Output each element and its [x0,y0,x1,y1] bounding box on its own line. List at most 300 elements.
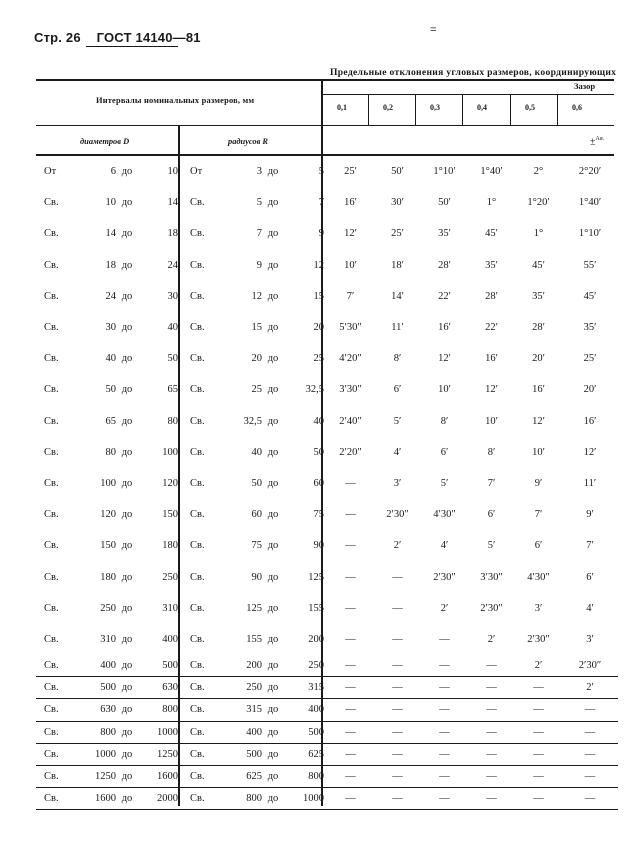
tolerance-value: 3′30″ [339,384,362,396]
diameter-header: диаметров D [80,137,130,146]
tolerance-value: — [345,602,356,614]
tolerance-value: 14′ [391,290,404,302]
radius-prefix: Св. [190,290,205,302]
radius-to: 15 [313,290,324,302]
radius-prefix: Св. [190,771,205,783]
diameter-to: 50 [167,353,178,365]
radius-prefix: Св. [190,633,205,645]
radius-from: 800 [246,793,262,805]
radius-to-word: до [267,793,279,805]
diameter-from: 180 [100,571,116,583]
radius-prefix: Св. [190,602,205,614]
radius-to: 60 [313,477,324,489]
diameter-from: 150 [100,540,116,552]
diameter-from: 30 [105,322,116,334]
tolerance-value: 8′ [440,415,449,427]
diameter-to-word: до [121,660,133,672]
radius-prefix: Св. [190,748,205,760]
diameter-to: 310 [162,602,178,614]
tolerance-value: 11′ [583,477,597,489]
diameter-to-word: до [121,384,133,396]
gap-col-3: 0,3 [430,103,440,112]
radius-to: 25 [313,353,324,365]
radius-prefix: Св. [190,726,205,738]
diameter-from: 40 [105,353,116,365]
radius-from: 200 [246,660,262,672]
tolerance-value: 45′ [583,290,597,302]
radius-from: 40 [251,446,262,458]
page-header [34,30,201,45]
radius-from: 60 [251,509,262,521]
gap-divider-3 [462,94,463,125]
tolerance-value: — [486,660,497,672]
intervals-header: Интервалы номинальных размеров, мм [96,96,255,105]
radius-prefix: Св. [190,259,205,271]
tolerance-value: — [439,771,450,783]
radius-to-word: до [267,726,279,738]
diameter-from: 800 [100,726,116,738]
diameter-to-word: до [121,571,133,583]
tolerance-value: — [439,726,450,738]
tolerance-value: — [392,602,403,614]
diameter-prefix: Св. [44,322,59,334]
diameter-to: 500 [162,660,178,672]
diameter-to-word: до [121,771,133,783]
radius-from: 20 [251,353,262,365]
radius-to: 20 [313,322,324,334]
tolerance-table [36,156,618,810]
tolerance-value: 16′ [344,197,357,209]
radius-to-word: до [267,166,279,178]
diameter-to: 150 [162,509,178,521]
gap-rule [322,94,614,95]
radius-prefix: Св. [190,509,205,521]
diameter-to: 10 [167,166,178,178]
tolerance-value: — [584,793,596,805]
tolerance-value: 2′30″ [527,633,550,645]
diameter-to: 1600 [157,771,178,783]
radius-to-word: до [267,415,279,427]
tolerance-value: 2′ [487,633,496,645]
radius-from: 25 [251,384,262,396]
diameter-to-word: до [121,540,133,552]
radius-to: 125 [308,571,324,583]
diameter-to-word: до [121,446,133,458]
radius-from: 625 [246,771,262,783]
diameter-to: 400 [162,633,178,645]
diameter-prefix: Св. [44,633,59,645]
tolerance-value: 8′ [393,353,402,365]
radius-to-word: до [267,602,279,614]
diameter-prefix: Св. [44,726,59,738]
tolerance-value: — [486,682,497,694]
tolerance-value: — [584,748,596,760]
radius-from: 500 [246,748,262,760]
radius-from: 400 [246,726,262,738]
radius-to: 12 [313,259,324,271]
radius-prefix: Св. [190,682,205,694]
diameter-from: 100 [100,477,116,489]
table-row [36,499,618,530]
radius-prefix: Св. [190,540,205,552]
radius-to-word: до [267,704,279,716]
tolerance-value: — [345,571,356,583]
tolerance-value: 35′ [485,259,498,271]
tolerance-value: — [584,771,596,783]
table-row [36,281,618,312]
tolerance-value: — [345,509,356,521]
tolerance-value: 2′30″ [578,660,602,672]
tolerance-value: 1°40′ [578,197,602,209]
diameter-to: 180 [162,540,178,552]
diameter-prefix: Св. [44,477,59,489]
radius-to: 155 [308,602,324,614]
tolerance-value: 12′ [583,446,597,458]
radius-to-word: до [267,290,279,302]
radius-to: 400 [308,704,324,716]
tolerance-value: — [439,633,450,645]
table-row [36,156,618,187]
radius-to-word: до [267,384,279,396]
tolerance-value: 2′ [586,682,594,694]
diameter-to-word: до [121,633,133,645]
radius-from: 315 [246,704,262,716]
diameter-to-word: до [121,748,133,760]
radius-prefix: От [190,166,203,178]
standard-code: ГОСТ 14140—81 [96,30,201,45]
tolerance-value: 6′ [487,509,496,521]
tolerance-value: 2′20″ [339,446,362,458]
table-row [36,343,618,374]
tolerance-value: 5′30″ [339,322,362,334]
radius-from: 3 [256,166,262,178]
tolerance-value: — [345,682,356,694]
diameter-from: 14 [105,228,116,240]
gap-divider-4 [510,94,511,125]
tolerance-value: 18′ [391,259,404,271]
radius-from: 12 [251,290,262,302]
diameter-prefix: Св. [44,228,59,240]
header-mid-rule [36,125,614,126]
diameter-to-word: до [121,477,133,489]
diameter-from: 250 [100,602,116,614]
diameter-prefix: Св. [44,602,59,614]
table-body [36,156,618,810]
header-underline [86,46,178,47]
diameter-prefix: От [44,166,57,178]
tolerance-value: 2°20′ [578,166,602,178]
diameter-to-word: до [121,602,133,614]
diameter-to: 30 [167,290,178,302]
tolerance-value: 2′ [534,660,543,672]
table-row [36,218,618,249]
diameter-to: 100 [162,446,178,458]
diameter-from: 630 [100,704,116,716]
tolerance-value: 22′ [485,322,498,334]
tolerance-value: 2′30″ [433,571,456,583]
tolerance-value: — [392,748,403,760]
radius-prefix: Св. [190,384,205,396]
tolerance-value: 2′ [393,540,402,552]
tolerance-value: 20′ [583,384,597,396]
table-row [36,468,618,499]
tolerance-value: — [392,726,403,738]
tolerance-value: — [486,704,497,716]
diameter-from: 1600 [95,793,116,805]
tolerance-value: — [533,748,544,760]
radius-to-word: до [267,353,279,365]
diameter-to-word: до [121,793,133,805]
tolerance-value: 3′ [393,477,402,489]
diameter-to-word: до [121,726,133,738]
tolerance-value: 12′ [532,415,545,427]
diameter-to: 40 [167,322,178,334]
diameter-to: 250 [162,571,178,583]
page-number: Стр. 26 [34,30,81,45]
tolerance-value: — [533,682,544,694]
radius-to-word: до [267,660,279,672]
table-row [36,699,618,721]
diameter-prefix: Св. [44,509,59,521]
table-row [36,721,618,743]
tolerance-value: 6′ [534,540,543,552]
tolerance-value: 2° [533,166,544,178]
radius-prefix: Св. [190,353,205,365]
tolerance-value: — [345,660,356,672]
diameter-to-word: до [121,197,133,209]
radius-to-word: до [267,322,279,334]
gap-divider-1 [368,94,369,125]
table-row [36,406,618,437]
radius-from: 32,5 [243,415,262,427]
gap-divider-5 [557,94,558,125]
radius-prefix: Св. [190,704,205,716]
diameter-prefix: Св. [44,259,59,271]
tolerance-value: — [439,682,450,694]
plus-minus-label: ±$^{Ая.}$ [590,136,605,148]
diameter-to: 800 [162,704,178,716]
diameter-to: 1250 [157,748,178,760]
table-caption: Предельные отклонения угловых размеров, координирующих [330,67,617,78]
radius-to: 9 [318,228,324,240]
diameter-from: 18 [105,259,116,271]
diameter-prefix: Св. [44,384,59,396]
radius-to: 40 [313,415,324,427]
tolerance-value: 12′ [485,384,498,396]
diameter-from: 6 [110,166,116,178]
radius-from: 50 [251,477,262,489]
tolerance-value: 1°10′ [578,228,602,240]
tolerance-value: 45′ [532,259,545,271]
tolerance-value: 1°20′ [527,197,550,209]
diameter-to: 24 [167,259,178,271]
radius-to: 90 [313,540,324,552]
tolerance-value: 4′ [586,602,594,614]
radius-prefix: Св. [190,197,205,209]
radius-to: 7 [318,197,324,209]
diameter-prefix: Св. [44,793,59,805]
radius-to-word: до [267,477,279,489]
radius-prefix: Св. [190,793,205,805]
tolerance-value: 35′ [532,290,545,302]
radius-to: 75 [313,509,324,521]
diameter-from: 65 [105,415,116,427]
radius-to-word: до [267,571,279,583]
diameter-prefix: Св. [44,540,59,552]
diameter-to-word: до [121,682,133,694]
radius-to: 800 [308,771,324,783]
tolerance-value: 28′ [438,259,451,271]
radius-to: 250 [308,660,324,672]
tolerance-value: 50′ [438,197,451,209]
radius-from: 15 [251,322,262,334]
diameter-to: 80 [167,415,178,427]
tolerance-value: 7′ [346,290,355,302]
diameter-prefix: Св. [44,748,59,760]
tolerance-value: 5′ [393,415,402,427]
tolerance-value: 16′ [583,415,597,427]
tolerance-value: 5′ [440,477,449,489]
tolerance-value: — [392,704,403,716]
radius-to-word: до [267,259,279,271]
tolerance-value: 1°40′ [480,166,503,178]
tolerance-value: 2′40″ [339,415,362,427]
diameter-from: 80 [105,446,116,458]
tolerance-value: — [486,748,497,760]
radius-from: 75 [251,540,262,552]
diameter-prefix: Св. [44,415,59,427]
tolerance-value: — [533,704,544,716]
tolerance-value: 7′ [487,477,496,489]
diameter-prefix: Св. [44,771,59,783]
top-mark: = [430,24,437,36]
radius-to-word: до [267,771,279,783]
tolerance-value: 16′ [485,353,498,365]
diameter-to: 18 [167,228,178,240]
table-top-rule [36,79,614,81]
radius-to-word: до [267,682,279,694]
table-row [36,530,618,561]
diameter-from: 120 [100,509,116,521]
diameter-to-word: до [121,290,133,302]
radius-to: 200 [308,633,324,645]
tolerance-value: — [486,793,497,805]
radius-to: 1000 [303,793,324,805]
tolerance-value: — [392,633,403,645]
table-row [36,312,618,343]
tolerance-value: 7′ [586,540,594,552]
tolerance-value: — [486,726,497,738]
radius-to: 5 [318,166,324,178]
radius-to: 50 [313,446,324,458]
tolerance-value: — [392,793,403,805]
radius-from: 90 [251,571,262,583]
diameter-to-word: до [121,322,133,334]
tolerance-value: — [439,748,450,760]
diameter-to-word: до [121,704,133,716]
radius-to-word: до [267,509,279,521]
tolerance-value: — [439,793,450,805]
radius-to: 32,5 [305,384,324,396]
table-row [36,743,618,765]
tolerance-value: — [345,771,356,783]
tolerance-value: 16′ [438,322,451,334]
tolerance-value: — [533,793,544,805]
radius-from: 125 [246,602,262,614]
tolerance-value: 25′ [344,166,357,178]
diameter-from: 10 [105,197,116,209]
radius-from: 155 [246,633,262,645]
diameter-to: 630 [162,682,178,694]
tolerance-value: — [345,633,356,645]
diameter-to-word: до [121,415,133,427]
gap-col-4: 0,4 [477,103,487,112]
table-row [36,624,618,655]
tolerance-value: 30′ [391,197,404,209]
tolerance-value: 28′ [485,290,498,302]
table-row [36,765,618,787]
diameter-prefix: Св. [44,446,59,458]
diameter-from: 1000 [95,748,116,760]
radius-to-word: до [267,748,279,760]
tolerance-value: 22′ [438,290,451,302]
tolerance-value: 12′ [438,353,451,365]
tolerance-value: 10′ [344,259,357,271]
diameter-to-word: до [121,353,133,365]
radius-to-word: до [267,446,279,458]
radius-prefix: Св. [190,415,205,427]
tolerance-value: 4′30″ [527,571,550,583]
diameter-to: 65 [167,384,178,396]
diameter-to-word: до [121,509,133,521]
gap-col-6: 0,6 [572,103,582,112]
tolerance-value: — [392,771,403,783]
tolerance-value: — [584,704,596,716]
diameter-from: 24 [105,290,116,302]
tolerance-value: — [439,704,450,716]
radius-prefix: Св. [190,446,205,458]
diameter-to-word: до [121,166,133,178]
tolerance-value: — [533,771,544,783]
tolerance-value: 16′ [532,384,545,396]
tolerance-value: 9′ [586,509,594,521]
tolerance-value: 20′ [532,353,545,365]
tolerance-value: 8′ [487,446,496,458]
gap-col-2: 0,2 [383,103,393,112]
tolerance-value: 6′ [440,446,449,458]
tolerance-value: 2′30″ [480,602,503,614]
tolerance-value: 1° [533,228,544,240]
tolerance-value: — [392,571,403,583]
radius-from: 9 [256,259,262,271]
diameter-from: 310 [100,633,116,645]
table-row [36,561,618,592]
tolerance-value: 3′ [534,602,543,614]
radius-to: 315 [308,682,324,694]
tolerance-value: — [345,748,356,760]
tolerance-value: 9′ [534,477,543,489]
tolerance-value: 1°10′ [433,166,456,178]
radius-from: 250 [246,682,262,694]
tolerance-value: 4′30″ [433,509,456,521]
tolerance-value: 50′ [391,166,404,178]
gap-divider-2 [415,94,416,125]
tolerance-value: — [486,771,497,783]
diameter-prefix: Св. [44,290,59,302]
radius-prefix: Св. [190,477,205,489]
diameter-from: 500 [100,682,116,694]
tolerance-value: — [345,726,356,738]
